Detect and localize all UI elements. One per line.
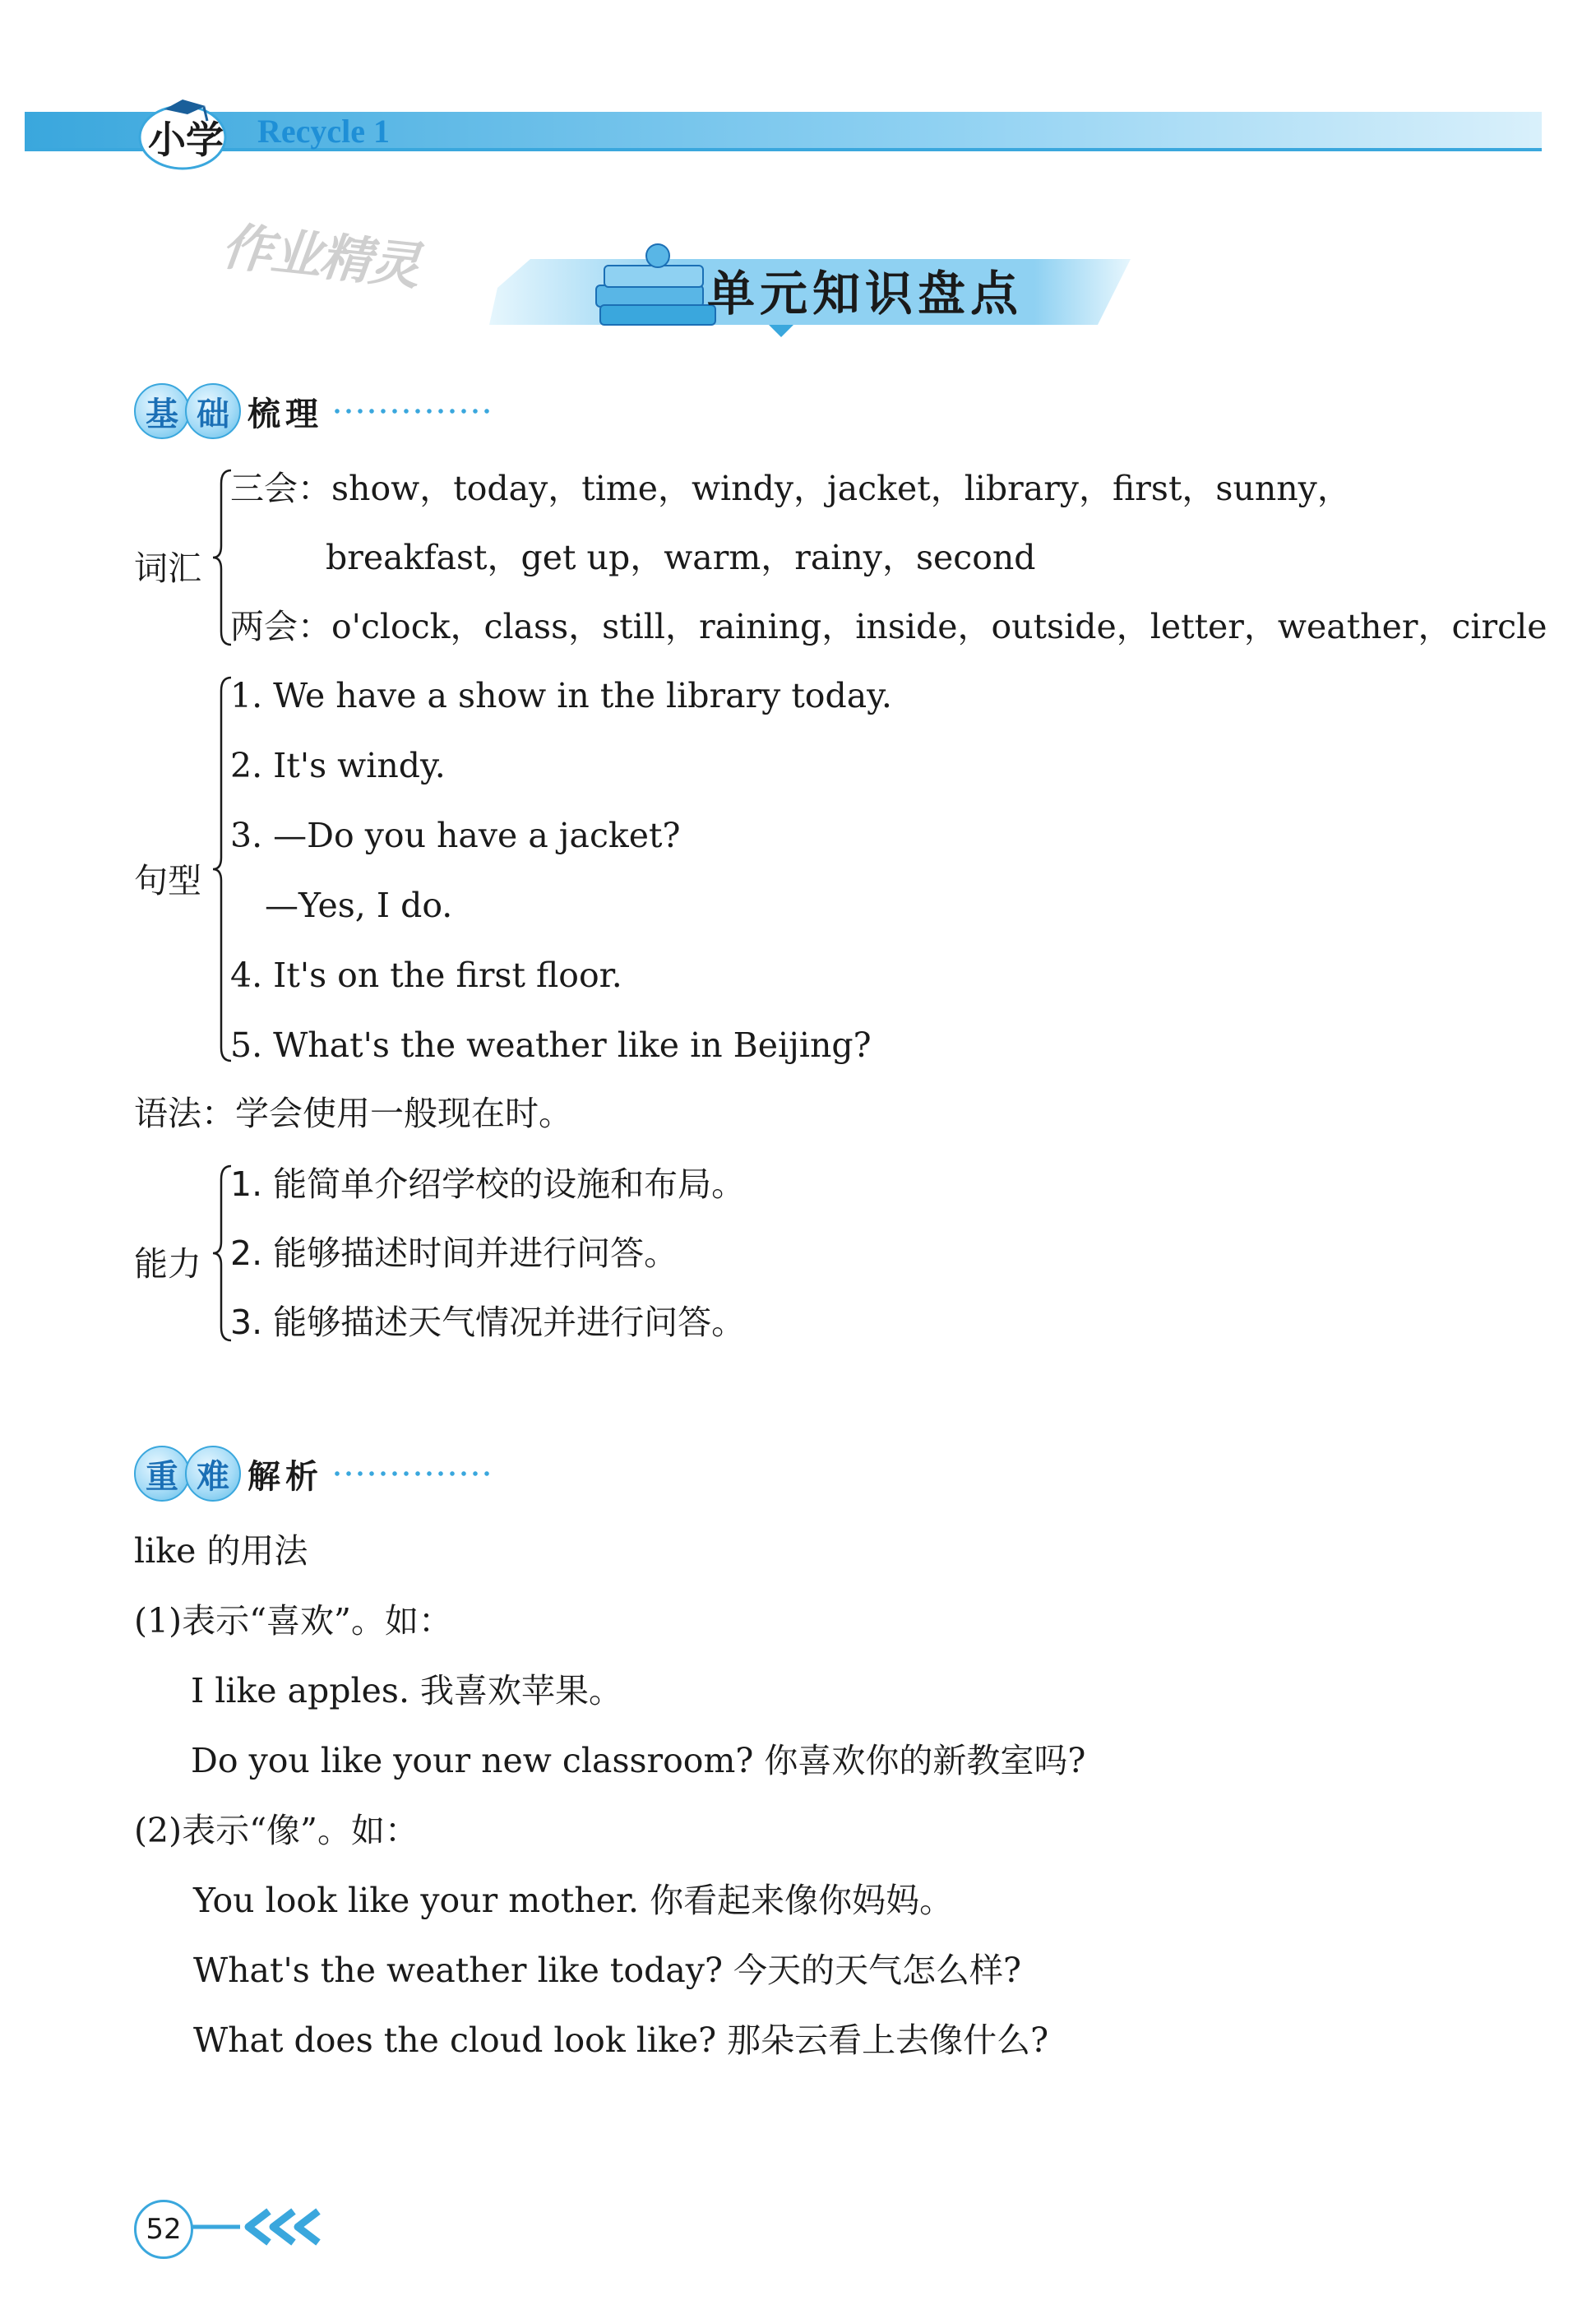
vocab-line-2: breakfast，get up，warm，rainy，second: [326, 538, 1036, 577]
watermark: 作业精灵: [219, 215, 422, 297]
book-stack-icon: [596, 244, 715, 325]
grammar-line: 语法：学会使用一般现在时。: [134, 1094, 572, 1133]
sentence-item: 5. What's the weather like in Beijing?: [230, 1025, 872, 1065]
dotted-divider: [331, 1471, 496, 1476]
analysis-point: (1)表示“喜欢”。如：: [134, 1601, 452, 1641]
analysis-example: What's the weather like today? 今天的天气怎么样?: [193, 1951, 1021, 1990]
chevron-arrows-icon: [191, 2206, 331, 2247]
section-badge: 础: [185, 383, 241, 439]
analysis-example: Do you like your new classroom? 你喜欢你的新教室吗?: [191, 1741, 1086, 1780]
section-header-basics: [134, 383, 496, 439]
sentence-item: —Yes, I do.: [265, 886, 453, 925]
section-badge: 基: [134, 383, 190, 439]
section-badge: 重: [134, 1446, 190, 1502]
sentence-label: 句型: [134, 861, 201, 900]
ability-item: 3. 能够描述天气情况并进行问答。: [230, 1303, 746, 1342]
analysis-example: What does the cloud look like? 那朵云看上去像什么?: [193, 2020, 1049, 2060]
vocab-line-1: 三会：show，today，time，windy，jacket，library，first，sunny，: [230, 469, 1351, 508]
ability-item: 1. 能简单介绍学校的设施和布局。: [230, 1164, 746, 1204]
analysis-example: I like apples. 我喜欢苹果。: [191, 1671, 623, 1710]
page-number: 52: [134, 2200, 193, 2259]
analysis-heading: like 的用法: [134, 1531, 308, 1571]
ability-item: 2. 能够描述时间并进行问答。: [230, 1233, 678, 1273]
section-header-key-points: [134, 1446, 496, 1502]
section-title: 解析: [247, 1457, 323, 1496]
unit-title: Recycle 1: [257, 113, 391, 150]
analysis-point: (2)表示“像”。如：: [134, 1811, 419, 1850]
logo-text: 小学: [148, 118, 224, 162]
vocab-line-3: 两会：o'clock，class，still，raining，inside，outside，letter，weather，circle: [230, 607, 1547, 646]
section-badge: 难: [185, 1446, 241, 1502]
header-band: [25, 107, 1542, 158]
section-title: 梳理: [247, 395, 323, 433]
sentence-item: 1. We have a show in the library today.: [230, 676, 892, 715]
sentence-brace: [210, 674, 234, 1064]
sentence-item: 2. It's windy.: [230, 746, 446, 785]
ability-label: 能力: [134, 1244, 201, 1284]
dotted-divider: [331, 409, 496, 414]
sentence-item: 4. It's on the first floor.: [230, 956, 622, 995]
page-title: 单元知识盘点: [707, 266, 1024, 322]
analysis-example: You look like your mother. 你看起来像你妈妈。: [193, 1881, 954, 1920]
vocab-label: 词汇: [134, 548, 201, 588]
sentence-item: 3. —Do you have a jacket?: [230, 816, 681, 855]
